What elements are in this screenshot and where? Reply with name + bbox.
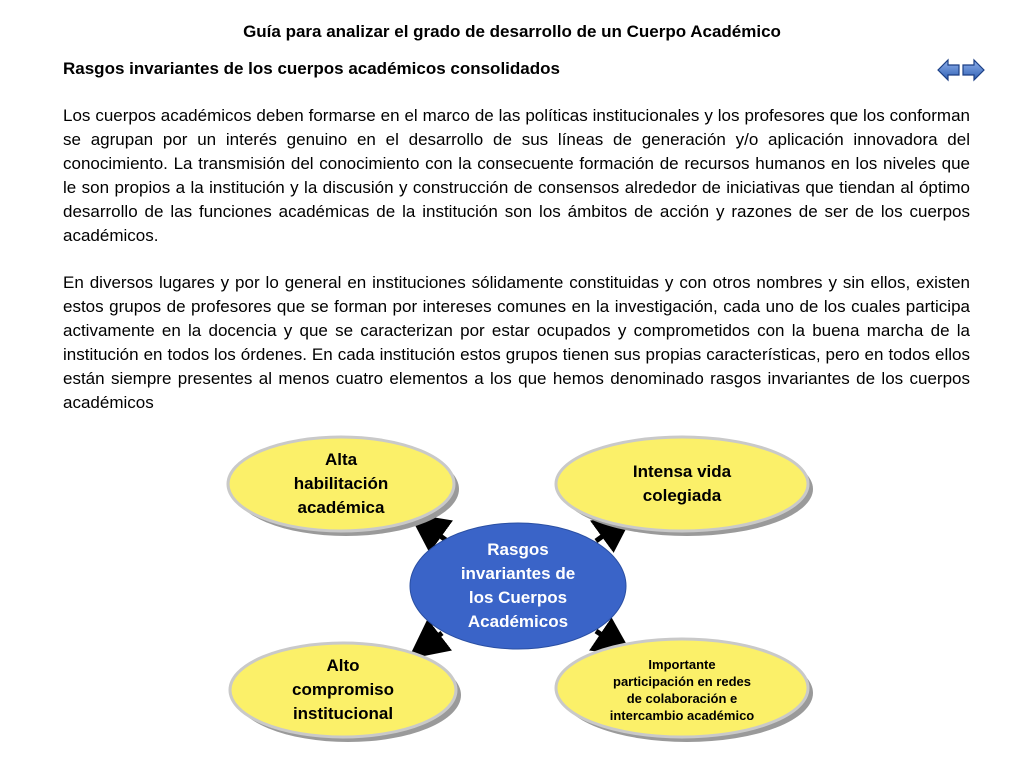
section-subtitle: Rasgos invariantes de los cuerpos académicos consolidados bbox=[63, 59, 560, 78]
paragraph-1: Los cuerpos académicos deben formarse en el marco de las políticas institucionales y los profesores que los conforman se agrupan por un interés genuino en el desarrollo de sus líneas de generación y/o aplicación innovadora del conocimiento. La transmisión del conocimiento con la consecuente formación de recursos humanos en los niveles que le son propios a la institución y la discusión y construcción de consensos alrededor de iniciativas que tiendan al óptimo desarrollo de las funciones académicas de la institución son los ámbitos de acción y razones de ser de los cuerpos académicos. bbox=[63, 106, 970, 245]
node-label-vida-colegiada: Intensa vida colegiada bbox=[632, 462, 732, 505]
node-label-alta-habilitacion: Alta habilitación académica bbox=[293, 450, 389, 517]
arrow-to-compromiso bbox=[420, 633, 442, 650]
node-label-center: Rasgos invariantes de los Cuerpos Académicos bbox=[460, 540, 576, 631]
paragraph-2: En diversos lugares y por lo general en instituciones sólidamente constituidas y con otros nombres y sin ellos, existen estos grupos de profesores que se forman por intereses comunes en la investigación, cada uno de los cuales participa activamente en la docencia y que se caracterizan por estar ocupados y comprometidos con la buena marcha de la institución en todos los órdenes. En cada institución estos grupos tienen sus propias características, pero en todos ellos están siempre presentes al menos cuatro elementos a los que hemos denominado rasgos invariantes de los cuerpos académicos bbox=[63, 273, 970, 412]
page-title: Guía para analizar el grado de desarrollo de un Cuerpo Académico bbox=[243, 22, 781, 41]
node-label-alto-compromiso: Alto compromiso institucional bbox=[291, 656, 395, 723]
node-label-participacion-redes: Importante participación en redes de colaboración e intercambio académico bbox=[609, 657, 755, 723]
